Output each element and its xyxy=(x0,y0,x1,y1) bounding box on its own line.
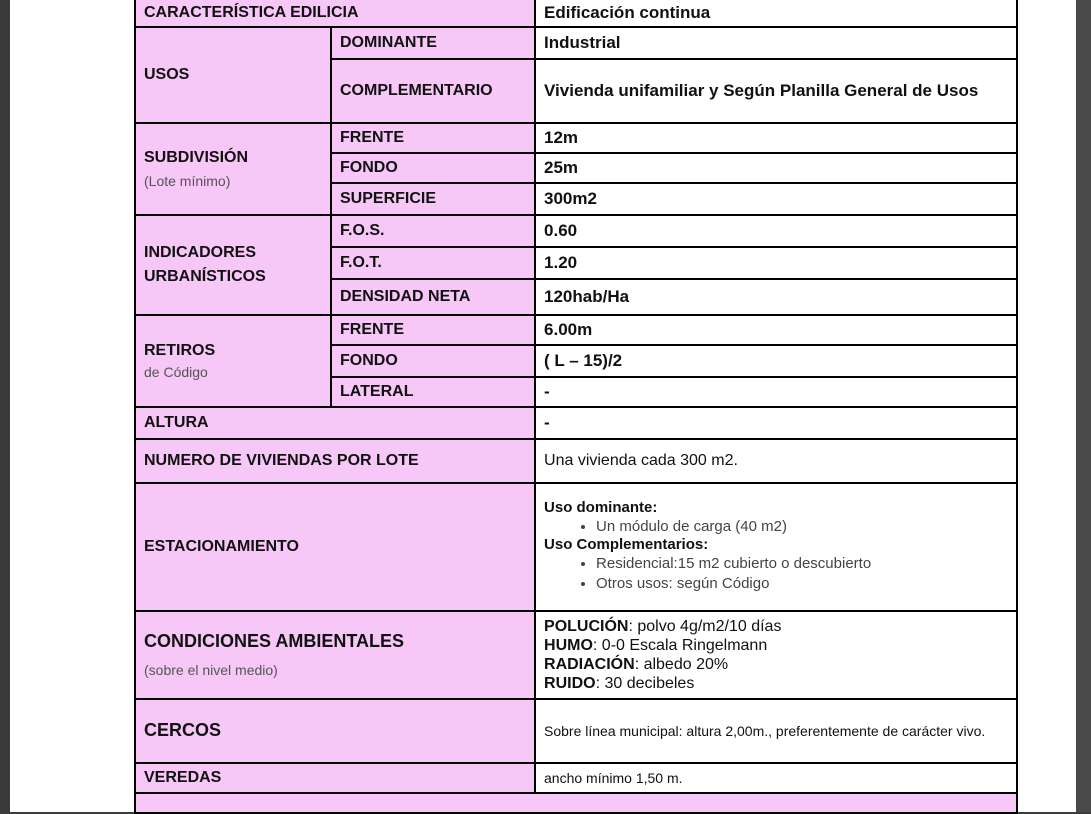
row-usos-dominante xyxy=(135,27,1017,59)
ruido-line xyxy=(544,674,1008,693)
subdivision-fondo-value: 25m xyxy=(535,153,1017,183)
ruido-label: RUIDO xyxy=(544,675,596,693)
caracteristica-value: Edificación continua xyxy=(535,0,1017,27)
ambientales-note: (sobre el nivel medio) xyxy=(144,662,278,679)
altura-value: - xyxy=(535,407,1017,439)
row-continued xyxy=(135,793,1017,813)
row-estacionamiento xyxy=(135,483,1017,611)
ruido-value: : 30 decibeles xyxy=(595,675,695,693)
row-subdivision-frente xyxy=(135,123,1017,153)
ambientales-value xyxy=(535,611,1017,699)
humo-line xyxy=(544,636,1008,655)
viviendas-label: NUMERO DE VIVIENDAS POR LOTE xyxy=(135,439,535,483)
subdivision-frente-value: 12m xyxy=(535,123,1017,153)
usos-complementario-value: Vivienda unifamiliar y Según Planilla General de Usos xyxy=(535,59,1017,123)
estacionamiento-complementarios-title: Uso Complementarios: xyxy=(544,536,709,554)
row-viviendas xyxy=(135,439,1017,483)
veredas-label: VEREDAS xyxy=(135,763,535,793)
retiros-frente-value: 6.00m xyxy=(535,315,1017,345)
fot-value: 1.20 xyxy=(535,247,1017,279)
estacionamiento-complementarios-list xyxy=(544,554,1008,593)
list-item: • Residencial:15 m2 cubierto o descubierto xyxy=(596,554,1008,574)
estacionamiento-dominante-list xyxy=(544,517,1008,537)
cercos-value: Sobre línea municipal: altura 2,00m., preferentemente de carácter vivo. xyxy=(535,699,1017,763)
estacionamiento-label: ESTACIONAMIENTO xyxy=(135,483,535,611)
subdivision-superficie-value: 300m2 xyxy=(535,183,1017,215)
continued-cell xyxy=(135,793,1017,813)
subdivision-superficie-label: SUPERFICIE xyxy=(331,183,535,215)
retiros-note: de Código xyxy=(144,364,208,381)
retiros-fondo-label: FONDO xyxy=(331,345,535,377)
usos-complementario-label: COMPLEMENTARIO xyxy=(331,59,535,123)
radiacion-line xyxy=(544,655,1008,674)
polucion-label: POLUCIÓN xyxy=(544,617,629,635)
subdivision-note: (Lote mínimo) xyxy=(144,173,231,190)
retiros-cell xyxy=(135,315,331,407)
retiros-frente-label: FRENTE xyxy=(331,315,535,345)
usos-dominante-value: Industrial xyxy=(535,27,1017,59)
usos-dominante-label: DOMINANTE xyxy=(331,27,535,59)
caracteristica-label: CARACTERÍSTICA EDILICIA xyxy=(135,0,535,27)
zoning-spec-table xyxy=(134,0,1018,814)
viviendas-value: Una vivienda cada 300 m2. xyxy=(535,439,1017,483)
viewer-background-left xyxy=(0,0,10,812)
retiros-lateral-value: - xyxy=(535,377,1017,407)
ambientales-label: CONDICIONES AMBIENTALES xyxy=(144,630,405,651)
fos-value: 0.60 xyxy=(535,215,1017,247)
viewer-background-right xyxy=(1076,0,1091,812)
row-retiros-frente xyxy=(135,315,1017,345)
row-caracteristica xyxy=(135,0,1017,27)
polucion-value: : polvo 4g/m2/10 días xyxy=(628,617,782,635)
densidad-value: 120hab/Ha xyxy=(535,279,1017,315)
humo-label: HUMO xyxy=(544,636,593,654)
subdivision-frente-label: FRENTE xyxy=(331,123,535,153)
altura-label: ALTURA xyxy=(135,407,535,439)
polucion-line xyxy=(544,617,1008,636)
veredas-value: ancho mínimo 1,50 m. xyxy=(535,763,1017,793)
subdivision-cell xyxy=(135,123,331,215)
fot-label: F.O.T. xyxy=(331,247,535,279)
usos-label: USOS xyxy=(135,27,331,123)
estacionamiento-dominante-title: Uso dominante: xyxy=(544,498,658,516)
retiros-label: RETIROS xyxy=(144,342,216,359)
subdivision-label: SUBDIVISIÓN xyxy=(144,149,249,166)
cercos-label: CERCOS xyxy=(135,699,535,763)
fos-label: F.O.S. xyxy=(331,215,535,247)
row-ambientales xyxy=(135,611,1017,699)
row-altura xyxy=(135,407,1017,439)
subdivision-fondo-label: FONDO xyxy=(331,153,535,183)
retiros-lateral-label: LATERAL xyxy=(331,377,535,407)
row-indicadores-fos xyxy=(135,215,1017,247)
radiacion-value: : albedo 20% xyxy=(634,656,729,673)
document-page xyxy=(10,0,1076,812)
densidad-label: DENSIDAD NETA xyxy=(331,279,535,315)
radiacion-label: RADIACIÓN xyxy=(544,656,635,673)
list-item: • Otros usos: según Código xyxy=(596,574,1008,594)
list-item: • Un módulo de carga (40 m2) xyxy=(596,517,1008,537)
row-cercos xyxy=(135,699,1017,763)
humo-value: : 0-0 Escala Ringelmann xyxy=(592,636,768,654)
indicadores-label: INDICADORES URBANÍSTICOS xyxy=(135,215,331,315)
row-veredas xyxy=(135,763,1017,793)
retiros-fondo-value: ( L – 15)/2 xyxy=(535,345,1017,377)
ambientales-cell xyxy=(135,611,535,699)
estacionamiento-value xyxy=(535,483,1017,611)
